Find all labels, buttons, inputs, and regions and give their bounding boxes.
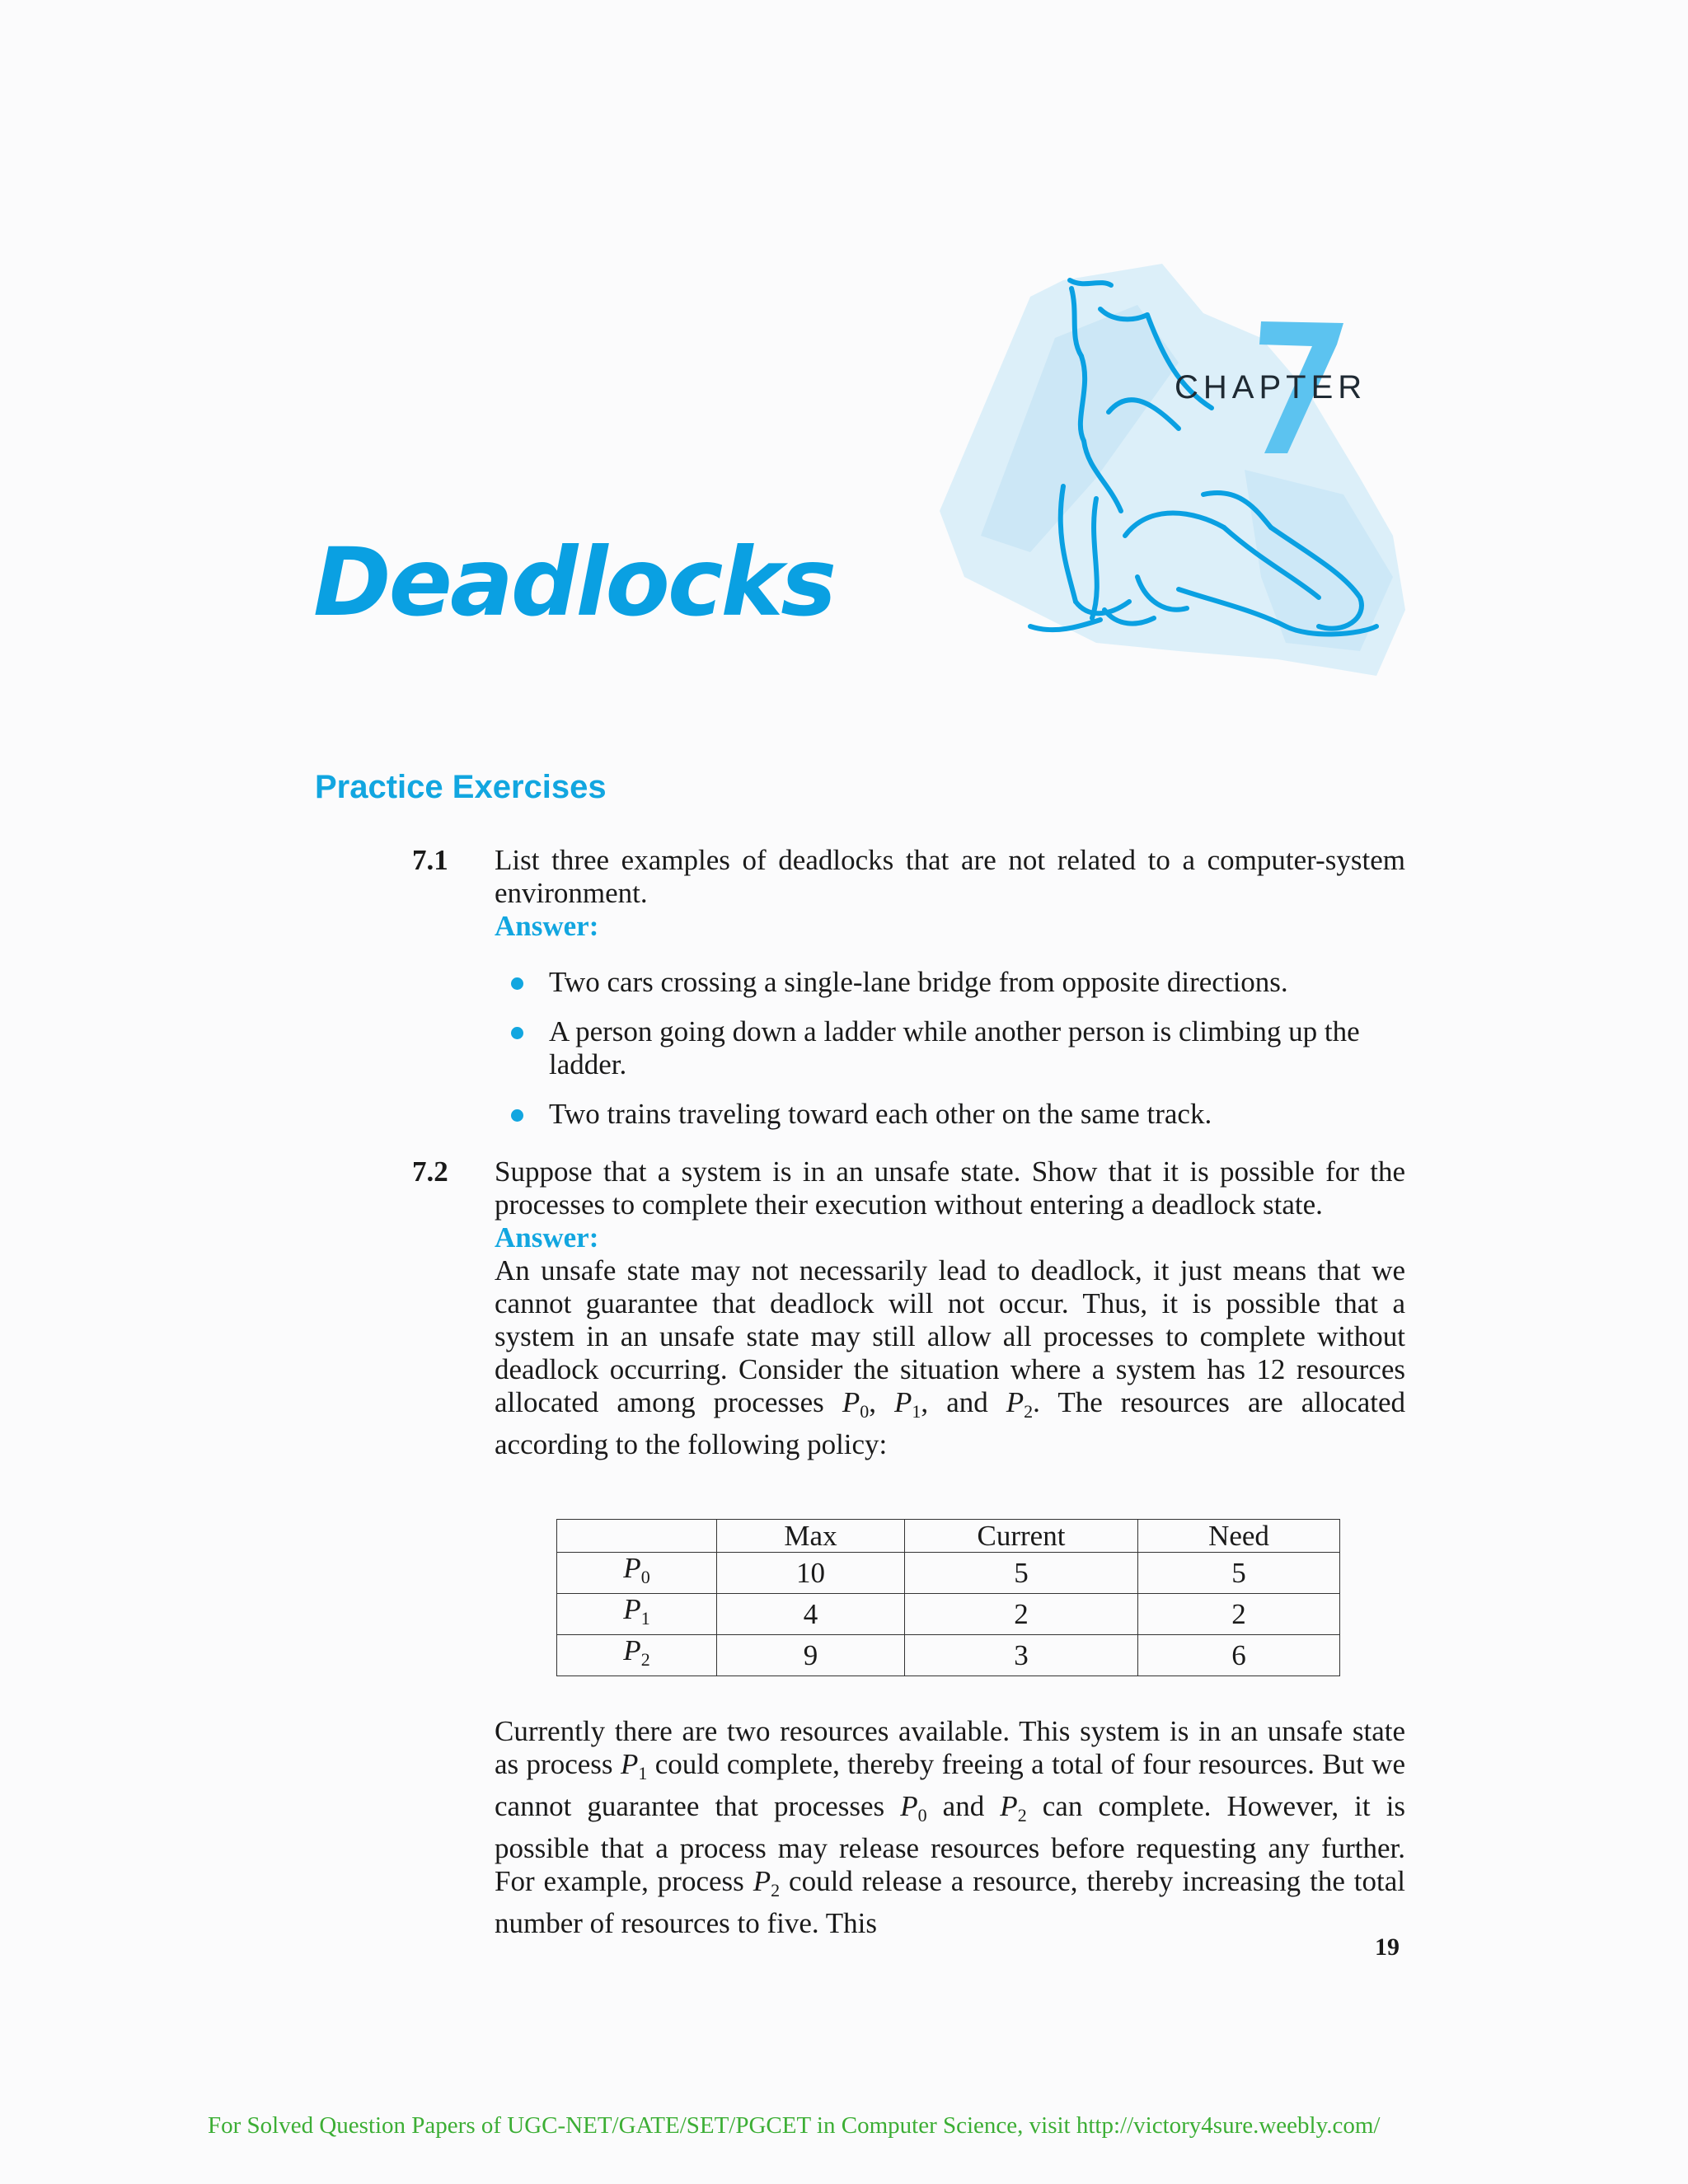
max-cell: 4 — [717, 1594, 905, 1635]
question-number: 7.1 — [412, 844, 448, 876]
process-p1: $P_1$ — [620, 1748, 648, 1783]
question-body — [495, 1155, 1405, 1461]
question-number: 7.2 — [412, 1155, 448, 1188]
question-text: Suppose that a system is in an unsafe state. Show that it is possible for the processes to complete their execution without entering a deadlock state. — [495, 1155, 1405, 1221]
bullet-text: Two cars crossing a single-lane bridge from opposite directions. — [549, 966, 1288, 998]
table-header-cell: Max — [717, 1520, 905, 1553]
need-cell: 5 — [1138, 1553, 1340, 1594]
process-p1: $P_1$ — [894, 1386, 921, 1422]
answer-paragraph: An unsafe state may not necessarily lead to deadlock, it just means that we cannot guarantee that deadlock will not occur. Thus, it is possible that a system in an unsafe state may still allow all processes to complete without deadlock occurring. Consider the situation where a system has 12 resources allocated among processes $P_0$, $P_1$, and $P_2$. The resources are allocated according to the following policy: — [495, 1254, 1406, 1460]
page-number: 19 — [1375, 1933, 1400, 1961]
footer-note: For Solved Question Papers of UGC-NET/GATE/SET/PGCET in Computer Science, visit http://victory4sure.weebly.com/ — [208, 2112, 1381, 2139]
process-name-cell: $P_1$ — [557, 1594, 717, 1635]
section-heading: Practice Exercises — [315, 769, 607, 805]
chapter-title: Deadlocks — [313, 527, 835, 637]
bullet-icon — [511, 1027, 523, 1039]
process-p0: $P_0$ — [900, 1790, 927, 1825]
process-name-cell: $P_2$ — [557, 1635, 717, 1676]
current-cell: 5 — [905, 1553, 1138, 1594]
answer-paragraph: Currently there are two resources available. This system is in an unsafe state as process $P_1$ could complete, thereby freeing a total of four resources. But we cannot guarantee that processes $P_0$ and $P_2$ can complete. However, it is possible that a process may release resources before requesting any further. For example, process $P_2$ could release a resource, thereby increasing the total number of resources to five. This — [495, 1715, 1406, 1939]
process-p2: $P_2$ — [1006, 1386, 1034, 1422]
resource-allocation-table — [556, 1519, 1340, 1676]
need-cell: 2 — [1138, 1594, 1340, 1635]
table-header-cell: Current — [905, 1520, 1138, 1553]
question-body — [495, 844, 1405, 1131]
bullet-icon — [511, 977, 523, 990]
bullet-icon — [511, 1109, 523, 1122]
answer-text: An unsafe state may not necessarily lead to deadlock, it just means that we cannot guarantee that deadlock will not occur. Thus, it is possible that a system in an unsafe state may still allow all processes to complete without deadlock occurring. Consider the situation where a system has 12 resources allocated among processes — [495, 1254, 1405, 1418]
table-header-cell — [557, 1520, 717, 1553]
chapter-dog-illustration — [931, 264, 1409, 692]
process-p2: $P_2$ — [1000, 1790, 1027, 1825]
max-cell: 10 — [717, 1553, 905, 1594]
list-item — [495, 1098, 1405, 1131]
process-p0: $P_0$ — [842, 1386, 870, 1422]
max-cell: 9 — [717, 1635, 905, 1676]
table-header-cell: Need — [1138, 1520, 1340, 1553]
need-cell: 6 — [1138, 1635, 1340, 1676]
answer-bullet-list — [495, 966, 1405, 1131]
table-row — [557, 1635, 1340, 1676]
answer-label: Answer: — [495, 1221, 599, 1254]
current-cell: 3 — [905, 1635, 1138, 1676]
chapter-label: CHAPTER — [1175, 369, 1367, 405]
table-header-row — [557, 1520, 1340, 1553]
answer-body — [495, 1715, 1405, 1940]
bullet-text: Two trains traveling toward each other on the same track. — [549, 1098, 1212, 1130]
table-row — [557, 1553, 1340, 1594]
answer-text: . The resources are allocated according to the following policy: — [495, 1386, 1406, 1460]
table-row — [557, 1594, 1340, 1635]
question-text: List three examples of deadlocks that are not related to a computer-system environment. — [495, 844, 1405, 909]
list-item — [495, 966, 1405, 999]
answer-label: Answer: — [495, 910, 599, 942]
process-name-cell: $P_0$ — [557, 1553, 717, 1594]
process-p2: $P_2$ — [753, 1865, 781, 1900]
current-cell: 2 — [905, 1594, 1138, 1635]
list-item — [495, 1015, 1405, 1081]
bullet-text: A person going down a ladder while another person is climbing up the ladder. — [549, 1015, 1360, 1080]
